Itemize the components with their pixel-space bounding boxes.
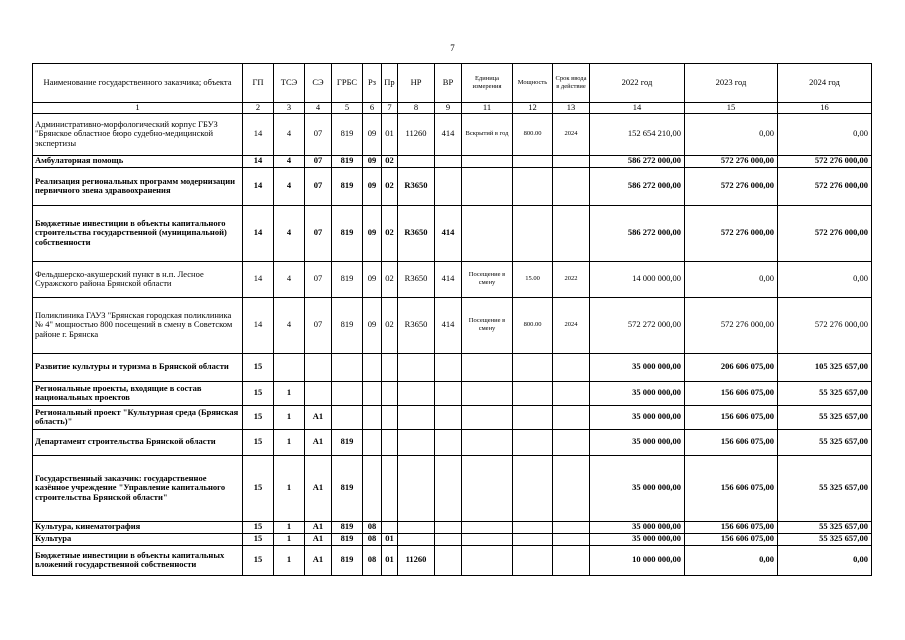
cell-vr <box>435 533 462 545</box>
cell-gp: 14 <box>243 167 274 205</box>
column-number-row <box>33 103 872 114</box>
cell-pr <box>382 429 398 455</box>
table-row <box>33 545 872 575</box>
cell-rz: 08 <box>363 545 382 575</box>
cell-y2023: 572 276 000,00 <box>685 205 778 261</box>
cell-nr: R3650 <box>398 205 435 261</box>
col-header-2022: 2022 год <box>590 64 685 103</box>
col-number: 14 <box>590 103 685 114</box>
col-header-tse: ТСЭ <box>274 64 305 103</box>
budget-table <box>32 63 872 576</box>
cell-y2022: 572 272 000,00 <box>590 297 685 353</box>
cell-vr <box>435 405 462 429</box>
cell-unit: Вскрытий в год <box>462 113 513 155</box>
table-row <box>33 155 872 167</box>
col-header-rz: Рз <box>363 64 382 103</box>
cell-y2023: 206 606 075,00 <box>685 353 778 381</box>
cell-unit <box>462 455 513 521</box>
cell-nr <box>398 353 435 381</box>
cell-unit <box>462 533 513 545</box>
cell-name: Фельдшерско-акушерский пункт в н.п. Лесное Суражского района Брянской области <box>33 261 243 297</box>
cell-name: Региональные проекты, входящие в состав национальных проектов <box>33 381 243 405</box>
cell-nr: R3650 <box>398 261 435 297</box>
cell-y2022: 586 272 000,00 <box>590 167 685 205</box>
cell-se: 07 <box>305 113 332 155</box>
cell-y2024: 55 325 657,00 <box>778 429 872 455</box>
cell-rz: 09 <box>363 261 382 297</box>
cell-y2022: 35 000 000,00 <box>590 405 685 429</box>
cell-name: Государственный заказчик: государственное казённое учреждение "Управление капитального строительства Брянской области" <box>33 455 243 521</box>
col-number: 11 <box>462 103 513 114</box>
cell-unit <box>462 205 513 261</box>
cell-y2022: 35 000 000,00 <box>590 353 685 381</box>
cell-unit <box>462 521 513 533</box>
cell-tse: 4 <box>274 297 305 353</box>
col-header-pr: Пр <box>382 64 398 103</box>
cell-unit <box>462 381 513 405</box>
cell-power <box>513 533 553 545</box>
cell-grbs <box>332 405 363 429</box>
col-header-gp: ГП <box>243 64 274 103</box>
cell-unit: Посещение в смену <box>462 297 513 353</box>
cell-grbs: 819 <box>332 533 363 545</box>
cell-tse: 4 <box>274 155 305 167</box>
cell-rz <box>363 353 382 381</box>
cell-vr <box>435 381 462 405</box>
cell-se: А1 <box>305 545 332 575</box>
page-number: 7 <box>450 43 455 53</box>
cell-name: Поликлиника ГАУЗ "Брянская городская поликлиника № 4" мощностью 800 посещений в смену в Советском районе г. Брянска <box>33 297 243 353</box>
table-row <box>33 405 872 429</box>
cell-rz <box>363 405 382 429</box>
col-header-vr: ВР <box>435 64 462 103</box>
cell-tse <box>274 353 305 381</box>
cell-unit <box>462 353 513 381</box>
cell-y2022: 35 000 000,00 <box>590 381 685 405</box>
cell-y2024: 105 325 657,00 <box>778 353 872 381</box>
cell-unit <box>462 545 513 575</box>
cell-vr: 414 <box>435 261 462 297</box>
cell-se: А1 <box>305 521 332 533</box>
cell-name: Административно-морфологический корпус ГБУЗ "Брянское областное бюро судебно-медицинской экспертизы <box>33 113 243 155</box>
cell-y2023: 572 276 000,00 <box>685 297 778 353</box>
cell-term <box>553 455 590 521</box>
cell-pr <box>382 455 398 521</box>
cell-tse: 1 <box>274 405 305 429</box>
cell-y2024: 572 276 000,00 <box>778 167 872 205</box>
cell-name: Культура <box>33 533 243 545</box>
col-header-nr: НР <box>398 64 435 103</box>
cell-tse: 4 <box>274 205 305 261</box>
cell-vr: 414 <box>435 205 462 261</box>
cell-nr <box>398 155 435 167</box>
cell-vr <box>435 429 462 455</box>
cell-y2023: 156 606 075,00 <box>685 429 778 455</box>
col-header-power: Мощность <box>513 64 553 103</box>
table-row <box>33 167 872 205</box>
cell-se: А1 <box>305 429 332 455</box>
cell-term: 2024 <box>553 113 590 155</box>
cell-unit: Посещение в смену <box>462 261 513 297</box>
cell-pr: 02 <box>382 205 398 261</box>
cell-rz: 09 <box>363 113 382 155</box>
table-row <box>33 261 872 297</box>
cell-gp: 15 <box>243 405 274 429</box>
cell-y2024: 0,00 <box>778 545 872 575</box>
cell-y2023: 156 606 075,00 <box>685 533 778 545</box>
cell-vr: 414 <box>435 113 462 155</box>
cell-tse: 1 <box>274 381 305 405</box>
cell-pr <box>382 405 398 429</box>
cell-gp: 14 <box>243 261 274 297</box>
cell-tse: 1 <box>274 521 305 533</box>
cell-pr <box>382 381 398 405</box>
cell-term <box>553 521 590 533</box>
cell-gp: 14 <box>243 205 274 261</box>
cell-y2022: 35 000 000,00 <box>590 521 685 533</box>
cell-se: 07 <box>305 297 332 353</box>
cell-term <box>553 405 590 429</box>
col-header-unit: Единица измерения <box>462 64 513 103</box>
cell-nr: 11260 <box>398 113 435 155</box>
cell-gp: 15 <box>243 545 274 575</box>
cell-nr <box>398 533 435 545</box>
table-row <box>33 353 872 381</box>
cell-gp: 15 <box>243 381 274 405</box>
cell-y2023: 156 606 075,00 <box>685 455 778 521</box>
cell-rz: 08 <box>363 521 382 533</box>
col-header-name: Наименование государственного заказчика; объекта <box>33 64 243 103</box>
cell-rz <box>363 455 382 521</box>
cell-grbs: 819 <box>332 155 363 167</box>
cell-y2023: 572 276 000,00 <box>685 167 778 205</box>
cell-power: 15.00 <box>513 261 553 297</box>
col-header-2024: 2024 год <box>778 64 872 103</box>
cell-pr: 02 <box>382 297 398 353</box>
cell-gp: 14 <box>243 297 274 353</box>
cell-unit <box>462 167 513 205</box>
cell-vr: 414 <box>435 297 462 353</box>
cell-vr <box>435 167 462 205</box>
cell-y2023: 0,00 <box>685 261 778 297</box>
col-header-se: СЭ <box>305 64 332 103</box>
col-header-2023: 2023 год <box>685 64 778 103</box>
cell-name: Региональный проект "Культурная среда (Брянская область)" <box>33 405 243 429</box>
table-row <box>33 533 872 545</box>
col-number: 15 <box>685 103 778 114</box>
cell-term <box>553 381 590 405</box>
cell-term <box>553 167 590 205</box>
cell-term <box>553 429 590 455</box>
col-number: 7 <box>382 103 398 114</box>
cell-name: Бюджетные инвестиции в объекты капитальных вложений государственной собственности <box>33 545 243 575</box>
col-number: 16 <box>778 103 872 114</box>
cell-nr <box>398 455 435 521</box>
cell-power <box>513 205 553 261</box>
cell-pr: 02 <box>382 155 398 167</box>
cell-y2022: 10 000 000,00 <box>590 545 685 575</box>
cell-pr <box>382 353 398 381</box>
cell-y2024: 55 325 657,00 <box>778 521 872 533</box>
cell-rz: 09 <box>363 155 382 167</box>
cell-se: А1 <box>305 455 332 521</box>
cell-y2022: 35 000 000,00 <box>590 533 685 545</box>
cell-se <box>305 381 332 405</box>
cell-y2024: 55 325 657,00 <box>778 405 872 429</box>
cell-grbs: 819 <box>332 113 363 155</box>
cell-y2022: 152 654 210,00 <box>590 113 685 155</box>
cell-nr <box>398 429 435 455</box>
cell-tse: 1 <box>274 533 305 545</box>
cell-power <box>513 353 553 381</box>
col-number: 3 <box>274 103 305 114</box>
table-row <box>33 455 872 521</box>
cell-nr <box>398 381 435 405</box>
cell-name: Департамент строительства Брянской области <box>33 429 243 455</box>
cell-grbs: 819 <box>332 521 363 533</box>
cell-tse: 4 <box>274 113 305 155</box>
cell-nr <box>398 405 435 429</box>
table-row <box>33 381 872 405</box>
cell-power <box>513 455 553 521</box>
cell-se: 07 <box>305 155 332 167</box>
cell-power <box>513 545 553 575</box>
cell-nr: 11260 <box>398 545 435 575</box>
cell-unit <box>462 405 513 429</box>
cell-power <box>513 167 553 205</box>
header-row <box>33 64 872 103</box>
cell-rz <box>363 429 382 455</box>
cell-se: 07 <box>305 261 332 297</box>
cell-se: А1 <box>305 405 332 429</box>
cell-grbs <box>332 381 363 405</box>
cell-y2024: 55 325 657,00 <box>778 455 872 521</box>
col-number: 6 <box>363 103 382 114</box>
cell-unit <box>462 155 513 167</box>
cell-y2024: 572 276 000,00 <box>778 297 872 353</box>
cell-se <box>305 353 332 381</box>
cell-y2023: 572 276 000,00 <box>685 155 778 167</box>
cell-rz: 09 <box>363 297 382 353</box>
cell-pr: 01 <box>382 113 398 155</box>
cell-vr <box>435 155 462 167</box>
cell-nr: R3650 <box>398 167 435 205</box>
cell-gp: 15 <box>243 353 274 381</box>
cell-name: Амбулаторная помощь <box>33 155 243 167</box>
col-number: 12 <box>513 103 553 114</box>
cell-se: А1 <box>305 533 332 545</box>
col-number: 9 <box>435 103 462 114</box>
cell-term <box>553 353 590 381</box>
col-number: 13 <box>553 103 590 114</box>
table-row <box>33 429 872 455</box>
cell-pr <box>382 521 398 533</box>
cell-y2023: 0,00 <box>685 545 778 575</box>
cell-y2022: 586 272 000,00 <box>590 155 685 167</box>
col-number: 4 <box>305 103 332 114</box>
cell-term: 2024 <box>553 297 590 353</box>
cell-y2022: 14 000 000,00 <box>590 261 685 297</box>
cell-nr: R3650 <box>398 297 435 353</box>
cell-name: Реализация региональных программ модернизации первичного звена здравоохранения <box>33 167 243 205</box>
table-row <box>33 113 872 155</box>
cell-power <box>513 155 553 167</box>
cell-se: 07 <box>305 167 332 205</box>
cell-y2022: 35 000 000,00 <box>590 429 685 455</box>
cell-vr <box>435 353 462 381</box>
table-body <box>33 113 872 575</box>
cell-vr <box>435 545 462 575</box>
cell-power: 800.00 <box>513 113 553 155</box>
cell-grbs: 819 <box>332 261 363 297</box>
cell-gp: 15 <box>243 455 274 521</box>
cell-y2024: 572 276 000,00 <box>778 205 872 261</box>
cell-pr: 01 <box>382 533 398 545</box>
cell-y2022: 586 272 000,00 <box>590 205 685 261</box>
cell-y2024: 572 276 000,00 <box>778 155 872 167</box>
cell-name: Бюджетные инвестиции в объекты капитального строительства государственной (муниципальной) собственности <box>33 205 243 261</box>
cell-grbs: 819 <box>332 167 363 205</box>
table-row <box>33 521 872 533</box>
cell-gp: 15 <box>243 429 274 455</box>
cell-power <box>513 429 553 455</box>
cell-pr: 02 <box>382 261 398 297</box>
cell-grbs: 819 <box>332 297 363 353</box>
cell-grbs: 819 <box>332 545 363 575</box>
cell-y2023: 156 606 075,00 <box>685 521 778 533</box>
cell-tse: 1 <box>274 545 305 575</box>
cell-rz: 09 <box>363 167 382 205</box>
cell-term: 2022 <box>553 261 590 297</box>
cell-y2024: 0,00 <box>778 113 872 155</box>
table-row <box>33 205 872 261</box>
table-row <box>33 297 872 353</box>
cell-tse: 1 <box>274 455 305 521</box>
col-number: 8 <box>398 103 435 114</box>
cell-gp: 14 <box>243 113 274 155</box>
col-number: 2 <box>243 103 274 114</box>
cell-y2023: 156 606 075,00 <box>685 405 778 429</box>
cell-tse: 4 <box>274 261 305 297</box>
cell-term <box>553 545 590 575</box>
cell-y2024: 0,00 <box>778 261 872 297</box>
cell-gp: 15 <box>243 521 274 533</box>
cell-y2022: 35 000 000,00 <box>590 455 685 521</box>
col-header-grbs: ГРБС <box>332 64 363 103</box>
cell-tse: 4 <box>274 167 305 205</box>
cell-unit <box>462 429 513 455</box>
cell-pr: 02 <box>382 167 398 205</box>
cell-name: Культура, кинематография <box>33 521 243 533</box>
cell-y2023: 0,00 <box>685 113 778 155</box>
cell-y2024: 55 325 657,00 <box>778 533 872 545</box>
cell-power <box>513 381 553 405</box>
cell-se: 07 <box>305 205 332 261</box>
cell-rz: 09 <box>363 205 382 261</box>
cell-tse: 1 <box>274 429 305 455</box>
cell-gp: 15 <box>243 533 274 545</box>
cell-vr <box>435 455 462 521</box>
cell-grbs: 819 <box>332 205 363 261</box>
cell-power <box>513 405 553 429</box>
cell-rz: 08 <box>363 533 382 545</box>
cell-rz <box>363 381 382 405</box>
cell-y2024: 55 325 657,00 <box>778 381 872 405</box>
col-header-term: Срок ввода в действие <box>553 64 590 103</box>
cell-name: Развитие культуры и туризма в Брянской области <box>33 353 243 381</box>
cell-y2023: 156 606 075,00 <box>685 381 778 405</box>
cell-pr: 01 <box>382 545 398 575</box>
cell-grbs: 819 <box>332 455 363 521</box>
cell-gp: 14 <box>243 155 274 167</box>
cell-vr <box>435 521 462 533</box>
cell-term <box>553 205 590 261</box>
cell-nr <box>398 521 435 533</box>
cell-power: 800.00 <box>513 297 553 353</box>
cell-grbs <box>332 353 363 381</box>
col-number: 5 <box>332 103 363 114</box>
col-number: 1 <box>33 103 243 114</box>
cell-grbs: 819 <box>332 429 363 455</box>
cell-power <box>513 521 553 533</box>
cell-term <box>553 533 590 545</box>
cell-term <box>553 155 590 167</box>
